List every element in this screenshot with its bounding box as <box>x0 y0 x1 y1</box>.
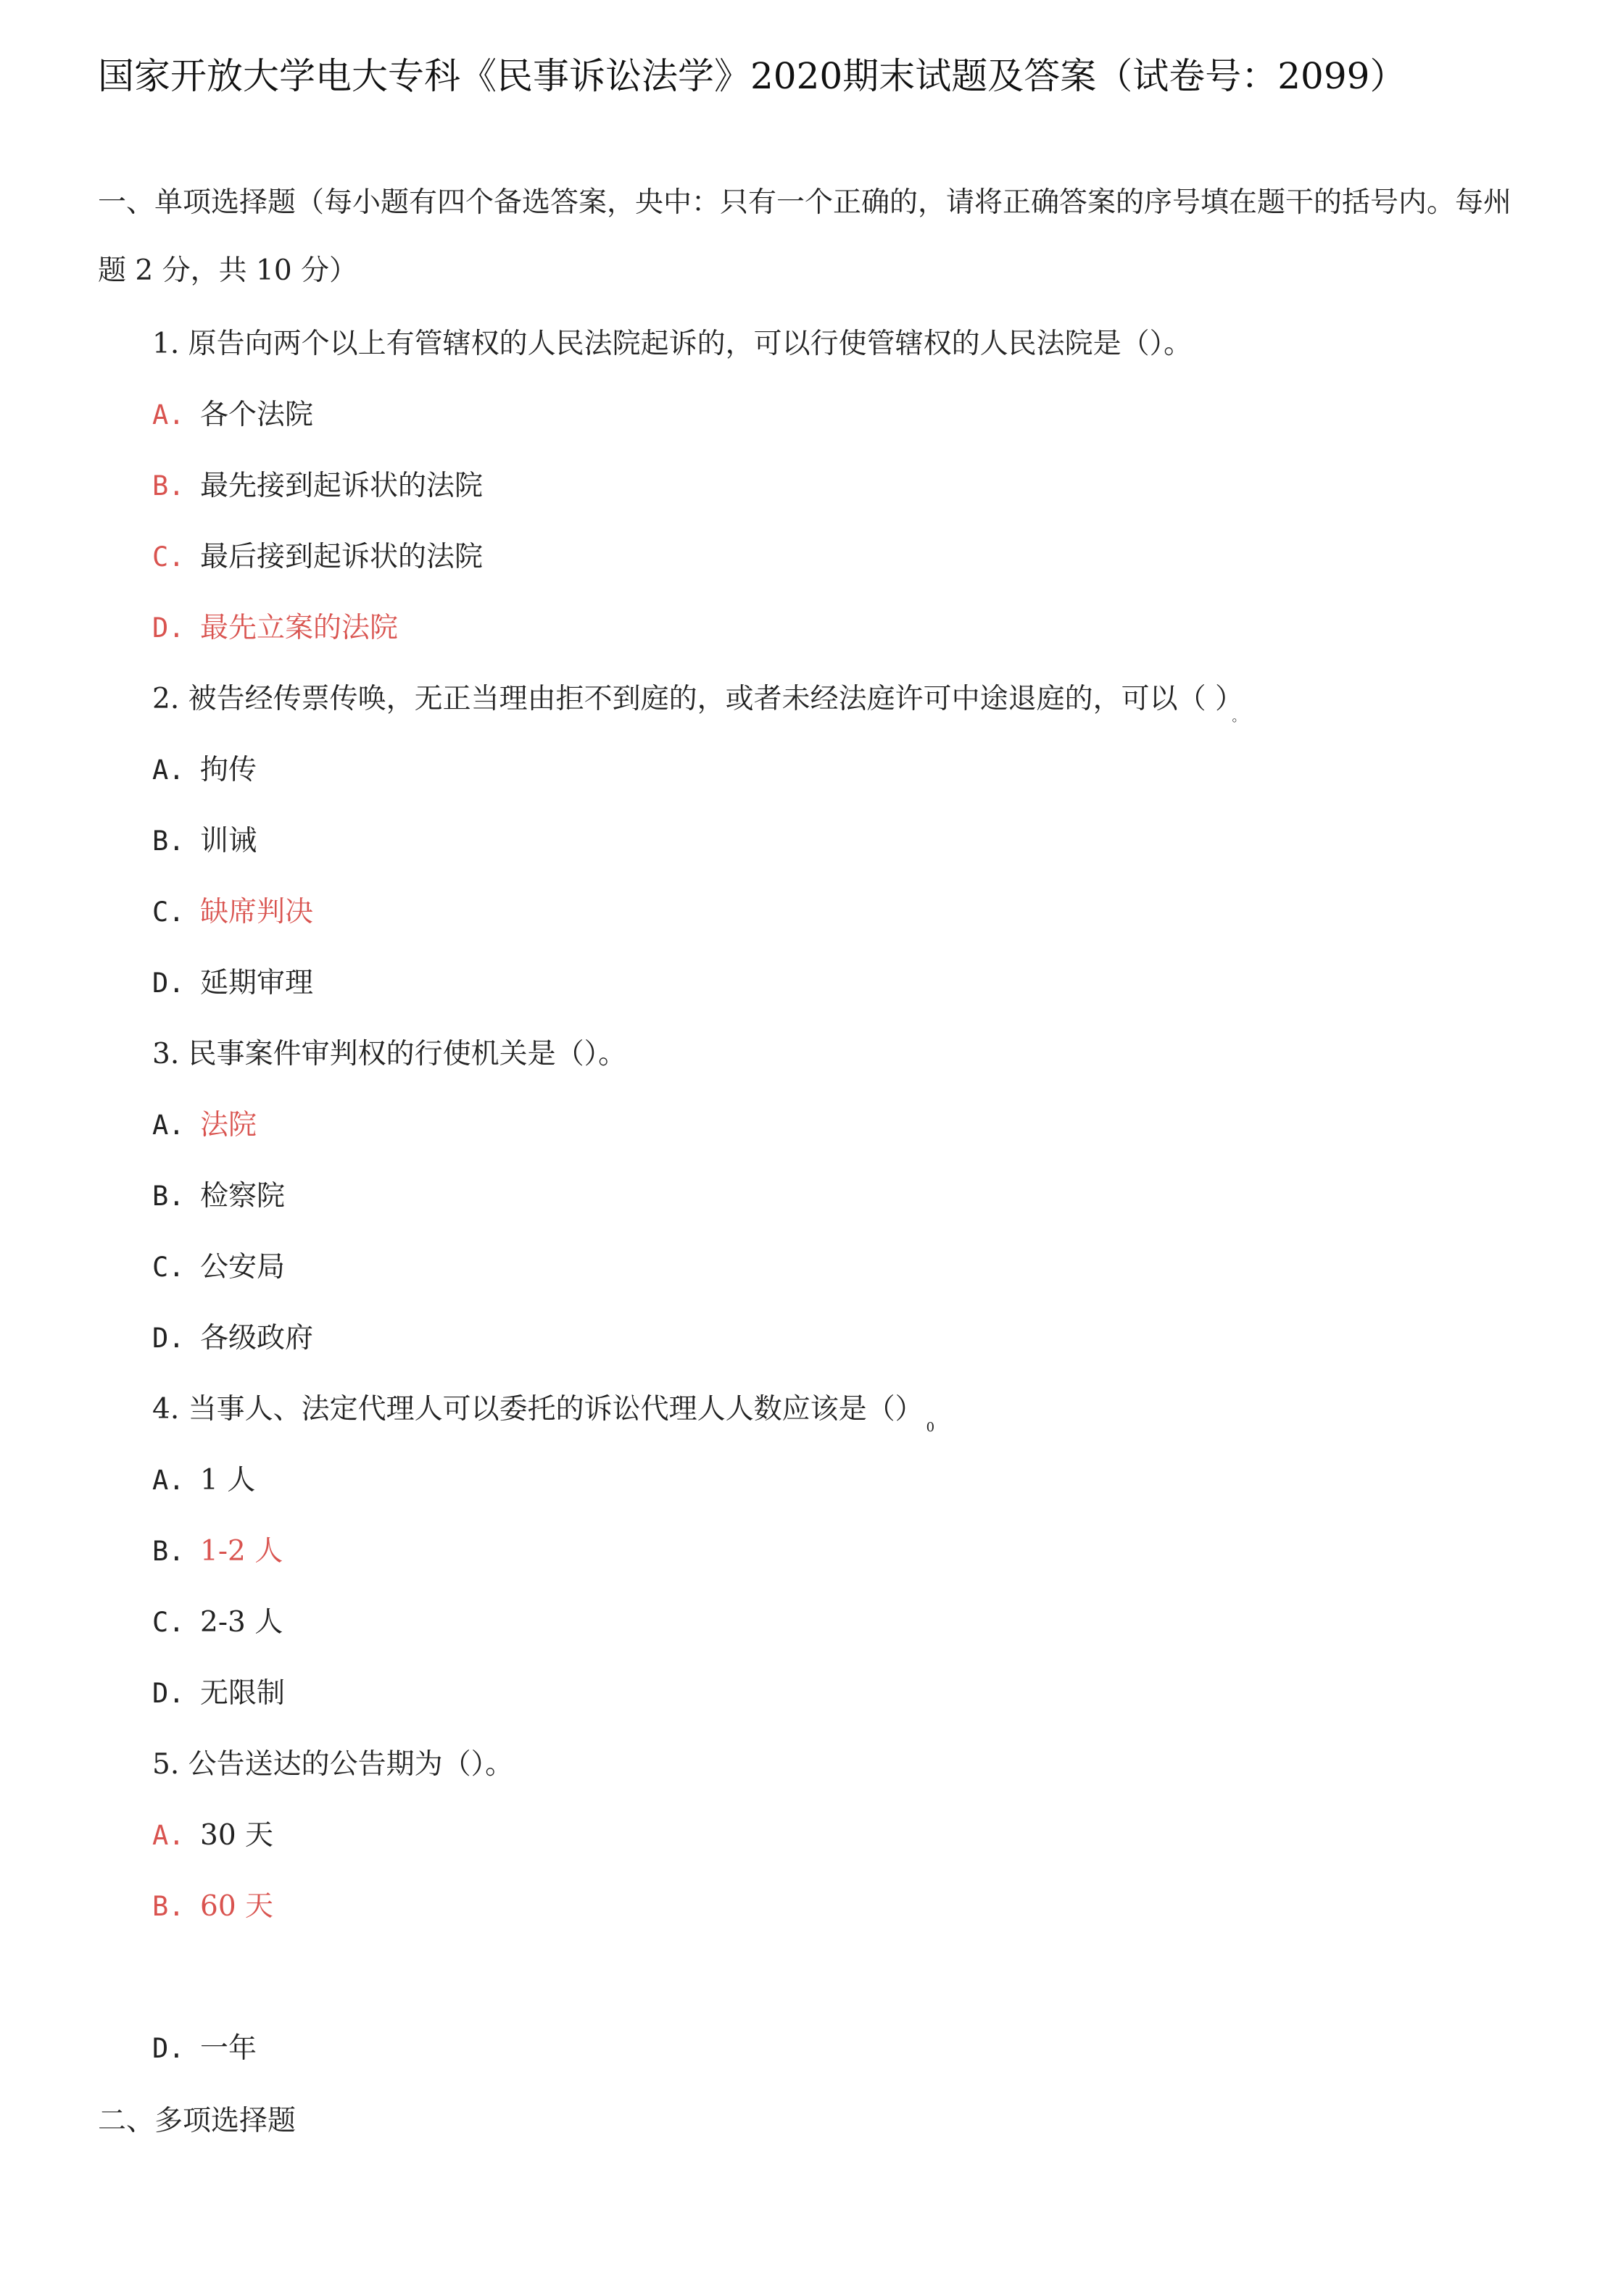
section-1-heading: 一、单项选择题（每小题有四个备选答案，央中：只有一个正确的，请将正确答案的序号填在题干的括号内。每州题 2 分，共 10 分） <box>98 186 1512 287</box>
option-text: 各级政府 <box>200 1322 314 1355</box>
option-text: 延期审理 <box>200 967 314 999</box>
question-2-option-c <box>152 891 313 934</box>
option-label: B. <box>152 1891 185 1922</box>
option-text: 最后接到起诉状的法院 <box>200 541 484 573</box>
option-text: 无限制 <box>200 1677 286 1710</box>
option-label: D. <box>152 2033 185 2064</box>
question-4-stem <box>152 1388 934 1449</box>
question-1-option-d <box>152 607 398 650</box>
option-text: 训诫 <box>200 825 257 857</box>
question-4-stem-mark: 0 <box>926 1420 935 1435</box>
question-3-option-a <box>152 1104 257 1147</box>
option-text: 最先立案的法院 <box>200 612 399 644</box>
option-text: 法院 <box>200 1109 257 1141</box>
option-text: 最先接到起诉状的法院 <box>200 470 484 502</box>
option-label: D. <box>152 968 185 999</box>
option-label: B. <box>152 1536 185 1567</box>
option-label: C. <box>152 1607 185 1638</box>
option-text: 一年 <box>200 2032 257 2065</box>
option-label: D. <box>152 1678 185 1709</box>
question-4-stem-text: 4. 当事人、法定代理人可以委托的诉讼代理人人数应该是（） <box>152 1393 924 1426</box>
question-3-option-d <box>152 1317 313 1360</box>
option-label: D. <box>152 612 185 644</box>
option-text: 缺席判决 <box>200 896 314 928</box>
question-2-stem-mark: 。 <box>1232 710 1245 725</box>
option-text: 各个法院 <box>200 399 314 431</box>
question-2-option-a <box>152 749 257 792</box>
option-text: 1 人 <box>200 1464 256 1497</box>
option-text: 公安局 <box>200 1251 286 1284</box>
question-2-option-b <box>152 820 257 863</box>
question-2-stem-text: 2. 被告经传票传唤，无正当理由拒不到庭的，或者未经法庭许可中途退庭的，可以（ ） <box>152 683 1230 715</box>
section-2-heading: 二、多项选择题 <box>98 2105 297 2137</box>
question-3-option-c <box>152 1246 285 1289</box>
option-label: C. <box>152 541 185 573</box>
option-label: B. <box>152 470 185 502</box>
option-label: C. <box>152 1252 185 1283</box>
question-5-option-a <box>152 1814 273 1858</box>
option-label: A. <box>152 754 185 786</box>
option-text: 拘传 <box>200 754 257 786</box>
question-5-stem: 5. 公告送达的公告期为（）。 <box>152 1748 514 1781</box>
question-2-option-d <box>152 962 313 1005</box>
question-1-option-b <box>152 465 483 508</box>
option-label: D. <box>152 1323 185 1354</box>
option-text: 30 天 <box>200 1819 274 1852</box>
option-label: A. <box>152 1465 185 1496</box>
question-1-option-a <box>152 394 313 437</box>
question-4-option-d <box>152 1672 285 1715</box>
document-title: 国家开放大学电大专科《民事诉讼法学》2020期末试题及答案（试卷号：2099） <box>98 55 1406 97</box>
question-3-option-b <box>152 1175 285 1218</box>
question-4-option-a <box>152 1459 255 1502</box>
question-2-stem <box>152 678 1245 739</box>
option-label: B. <box>152 1181 185 1212</box>
question-5-option-b <box>152 1885 273 1929</box>
question-1-option-c <box>152 536 483 579</box>
question-5-option-d <box>152 2027 257 2071</box>
option-label: A. <box>152 1820 185 1851</box>
option-label: A. <box>152 1110 185 1141</box>
option-label: B. <box>152 825 185 857</box>
option-text: 2-3 人 <box>200 1606 283 1639</box>
question-4-option-b <box>152 1530 283 1573</box>
option-text: 1-2 人 <box>200 1535 283 1568</box>
question-3-stem: 3. 民事案件审判权的行使机关是（）。 <box>152 1038 627 1070</box>
option-text: 检察院 <box>200 1180 286 1213</box>
option-label: A. <box>152 399 185 430</box>
option-text: 60 天 <box>200 1890 274 1923</box>
question-4-option-c <box>152 1601 283 1644</box>
option-label: C. <box>152 897 185 928</box>
question-1-stem: 1. 原告向两个以上有管辖权的人民法院起诉的，可以行使管辖权的人民法院是（）。 <box>152 328 1193 360</box>
